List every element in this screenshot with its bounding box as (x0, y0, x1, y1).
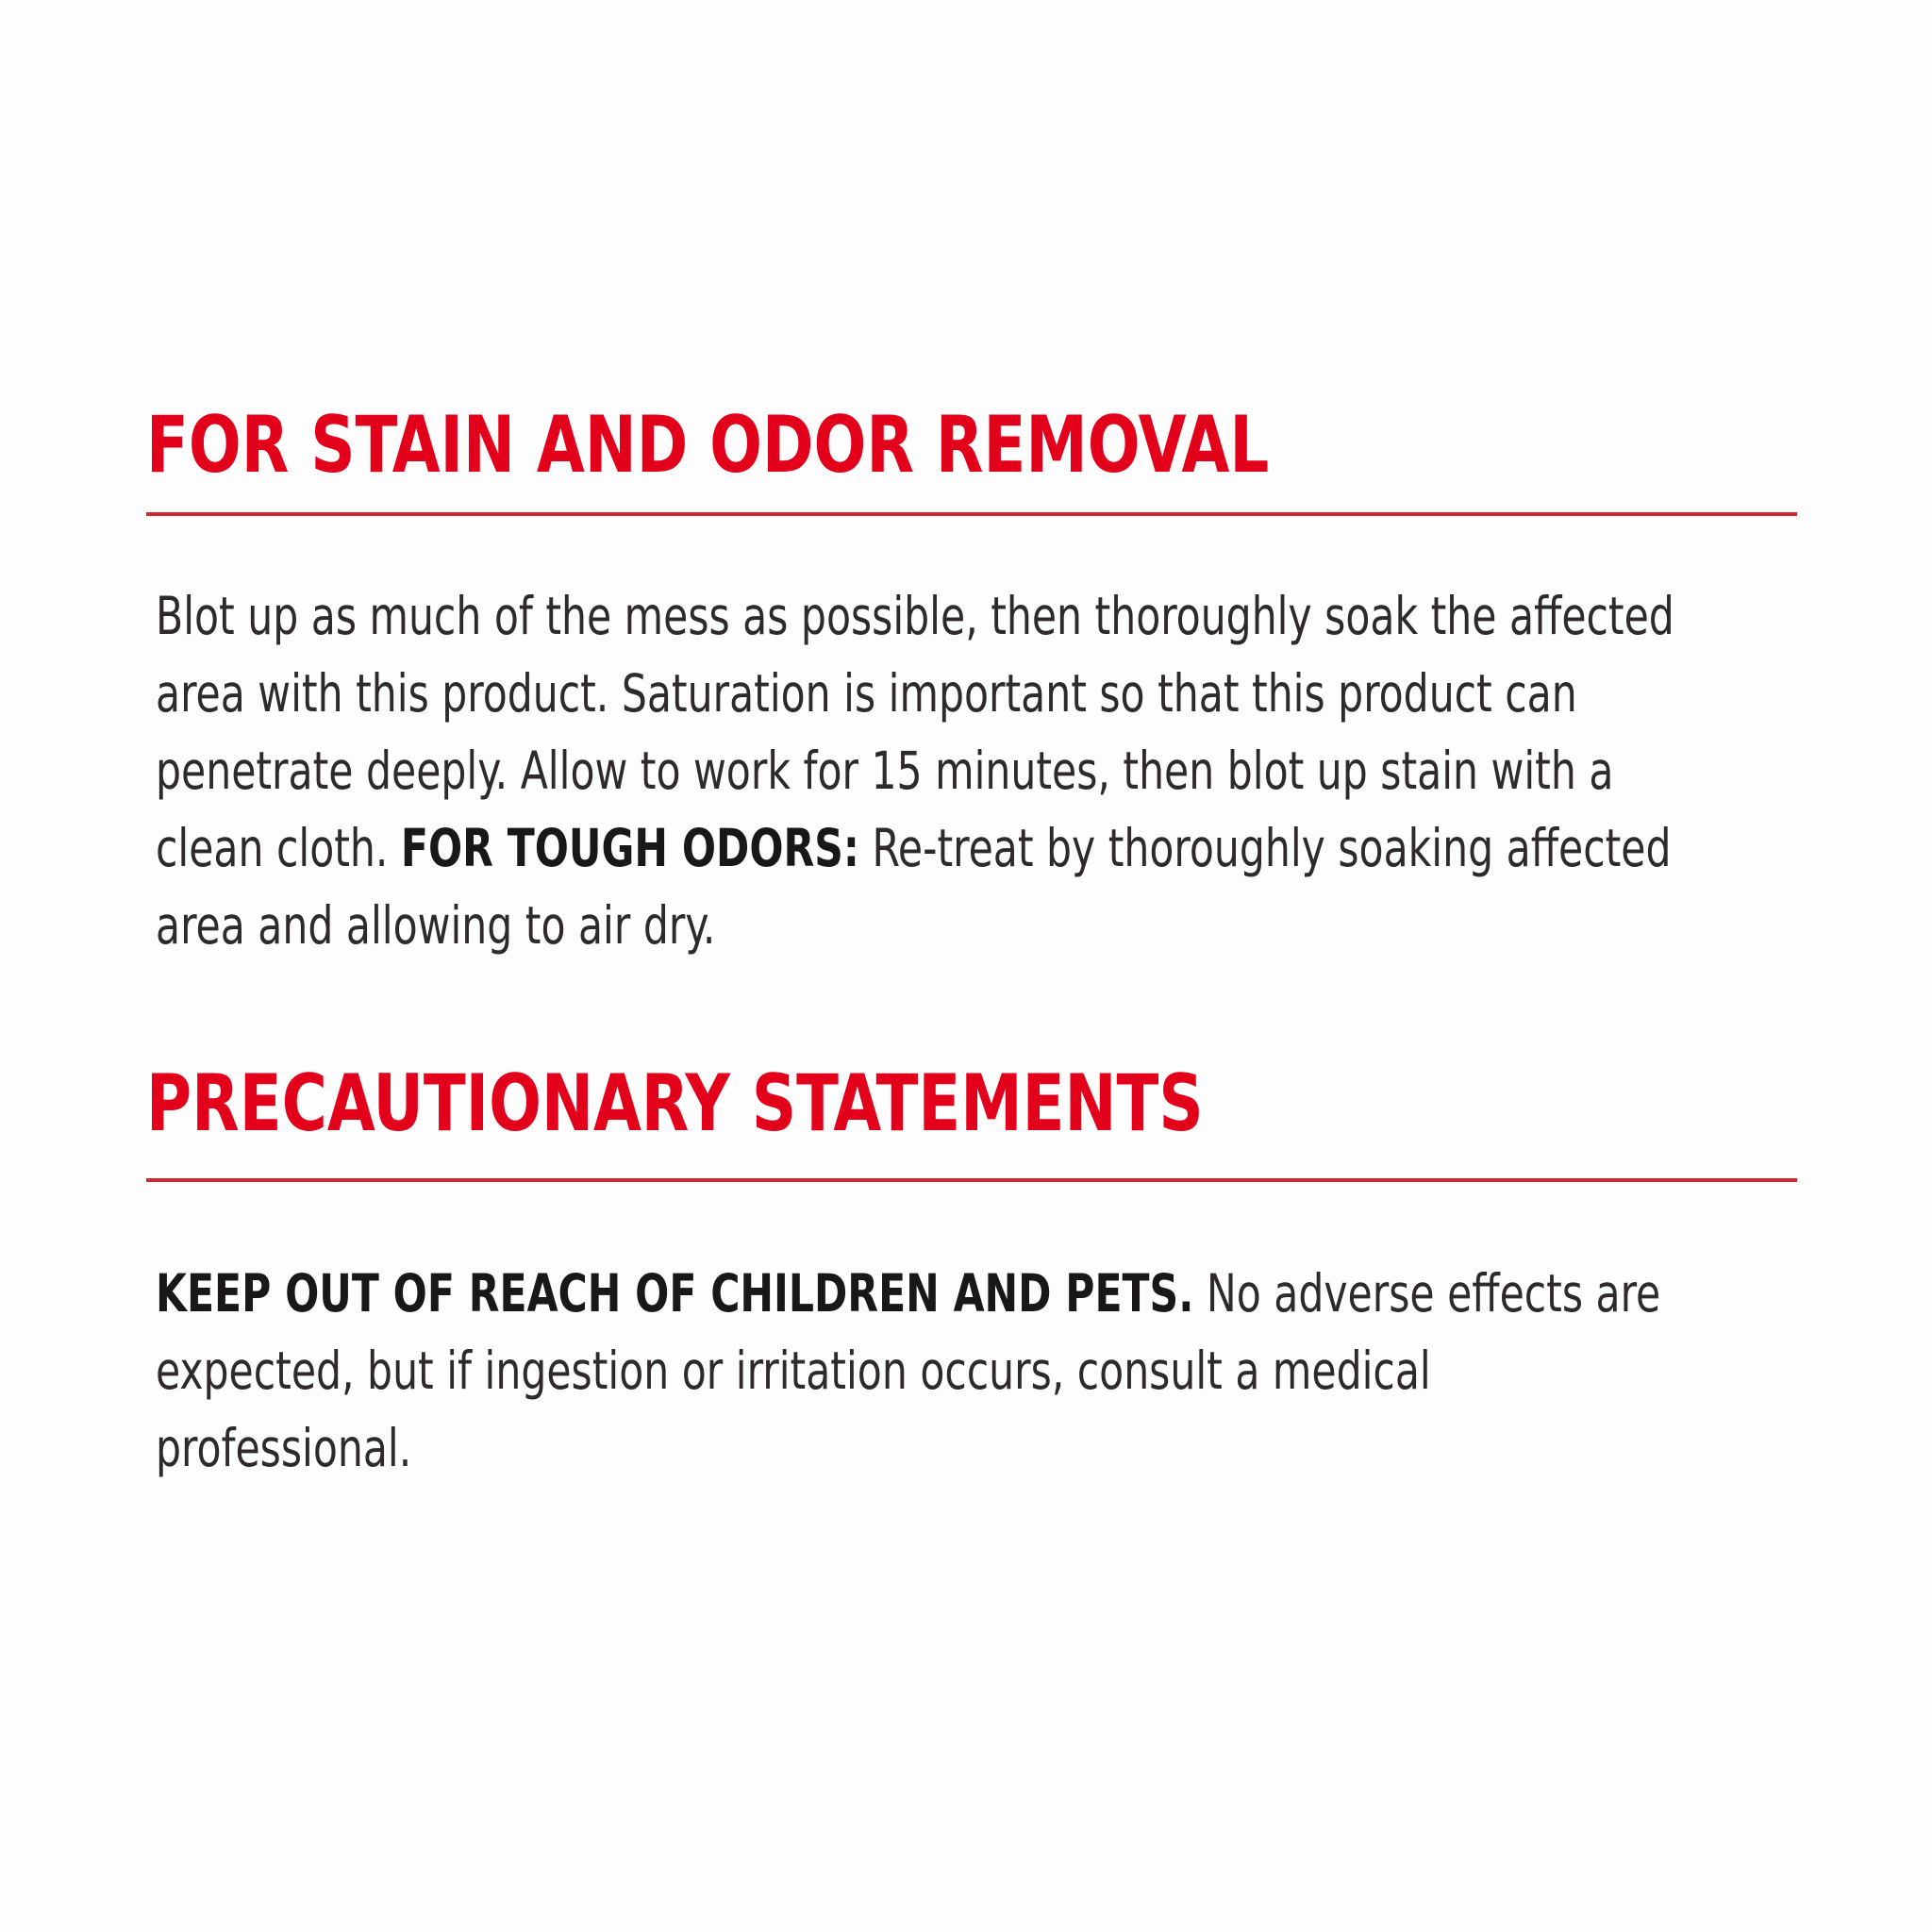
heading-divider (146, 1178, 1797, 1182)
precaution-line: expected, but if ingestion or irritation occurs, consult a medical (156, 1341, 1431, 1401)
instruction-line: penetrate deeply. Allow to work for 15 minutes, then blot up stain with a (156, 741, 1614, 801)
precautionary-section (146, 1058, 1797, 1478)
instruction-text: clean cloth. (156, 818, 389, 878)
stain-odor-section (146, 399, 1797, 956)
precaution-text: No adverse effects are (1206, 1263, 1661, 1324)
heading-divider (146, 512, 1797, 516)
section-heading-stain-odor: FOR STAIN AND ODOR REMOVAL (146, 399, 1270, 491)
precaution-line (156, 1255, 1661, 1332)
precautionary-text (156, 1255, 1661, 1487)
keep-out-of-reach-warning: KEEP OUT OF REACH OF CHILDREN AND PETS. (156, 1263, 1194, 1324)
section-heading-precautionary: PRECAUTIONARY STATEMENTS (146, 1058, 1204, 1149)
precaution-line: professional. (156, 1418, 412, 1478)
instruction-line: Blot up as much of the mess as possible, then thoroughly soak the affected (156, 586, 1674, 646)
instruction-line: area with this product. Saturation is important so that this product can (156, 663, 1577, 724)
instruction-text: Re-treat by thoroughly soaking affected (872, 818, 1672, 878)
stain-odor-instructions (156, 577, 1674, 964)
tough-odors-label: FOR TOUGH ODORS: (400, 818, 859, 878)
instruction-line (156, 809, 1672, 887)
instruction-line: area and allowing to air dry. (156, 895, 716, 956)
